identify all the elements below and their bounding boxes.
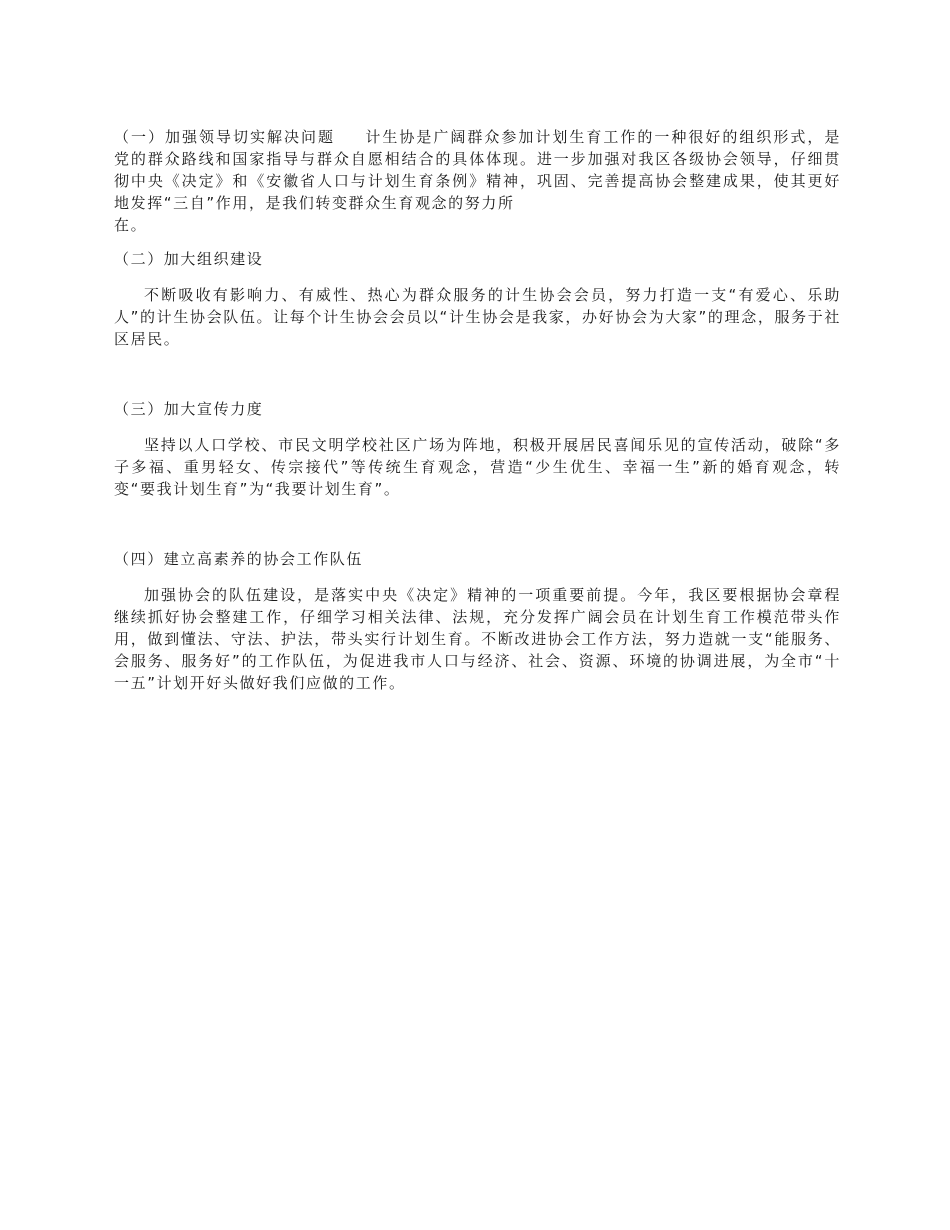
section-2-heading: （二）加大组织建设 [114, 250, 264, 268]
section-1-paragraph [114, 126, 841, 236]
spacer [114, 500, 841, 548]
section-2-body: 不断吸收有影响力、有威性、热心为群众服务的计生协会会员，努力打造一支“有爱心、乐助人”的计生协会队伍。让每个计生协会会员以“计生协会是我家，办好协会为大家”的理念，服务于社区居民。 [114, 286, 841, 348]
spacer [114, 270, 841, 284]
section-1-heading: （一）加强领导切实解决问题 [114, 128, 335, 146]
spacer [114, 570, 841, 584]
section-1-body: 计生协是广阔群众参加计划生育工作的一种很好的组织形式，是党的群众路线和国家指导与群众自愿相结合的具体体现。进一步加强对我区各级协会领导，仔细贯彻中央《决定》和《安徽省人口与计划生育条例》精神，巩固、完善提高协会整建成果，使其更好地发挥“三自”作用，是我们转变群众生育观念的努力所 [114, 128, 841, 212]
section-3-body: 坚持以人口学校、市民文明学校社区广场为阵地，积极开展居民喜闻乐见的宣传活动，破除“多子多福、重男轻女、传宗接代”等传统生育观念，营造“少生优生、幸福一生”新的婚育观念，转变“要我计划生育”为“我要计划生育”。 [114, 436, 841, 498]
section-4-heading: （四）建立高素养的协会工作队伍 [114, 550, 364, 568]
spacer [114, 350, 841, 398]
document-page [114, 126, 841, 694]
section-4-body: 加强协会的队伍建设，是落实中央《决定》精神的一项重要前提。今年，我区要根据协会章程继续抓好协会整建工作，仔细学习相关法律、法规，充分发挥广阔会员在计划生育工作模范带头作用，做到懂法、守法、护法，带头实行计划生育。不断改进协会工作方法，努力造就一支“能服务、会服务、服务好”的工作队伍，为促进我市人口与经济、社会、资源、环境的协调进展，为全市“十一五”计划开好头做好我们应做的工作。 [114, 586, 841, 692]
section-1-body-tail: 在。 [114, 216, 148, 234]
spacer [114, 420, 841, 434]
section-3-heading: （三）加大宣传力度 [114, 400, 264, 418]
spacer [114, 236, 841, 248]
